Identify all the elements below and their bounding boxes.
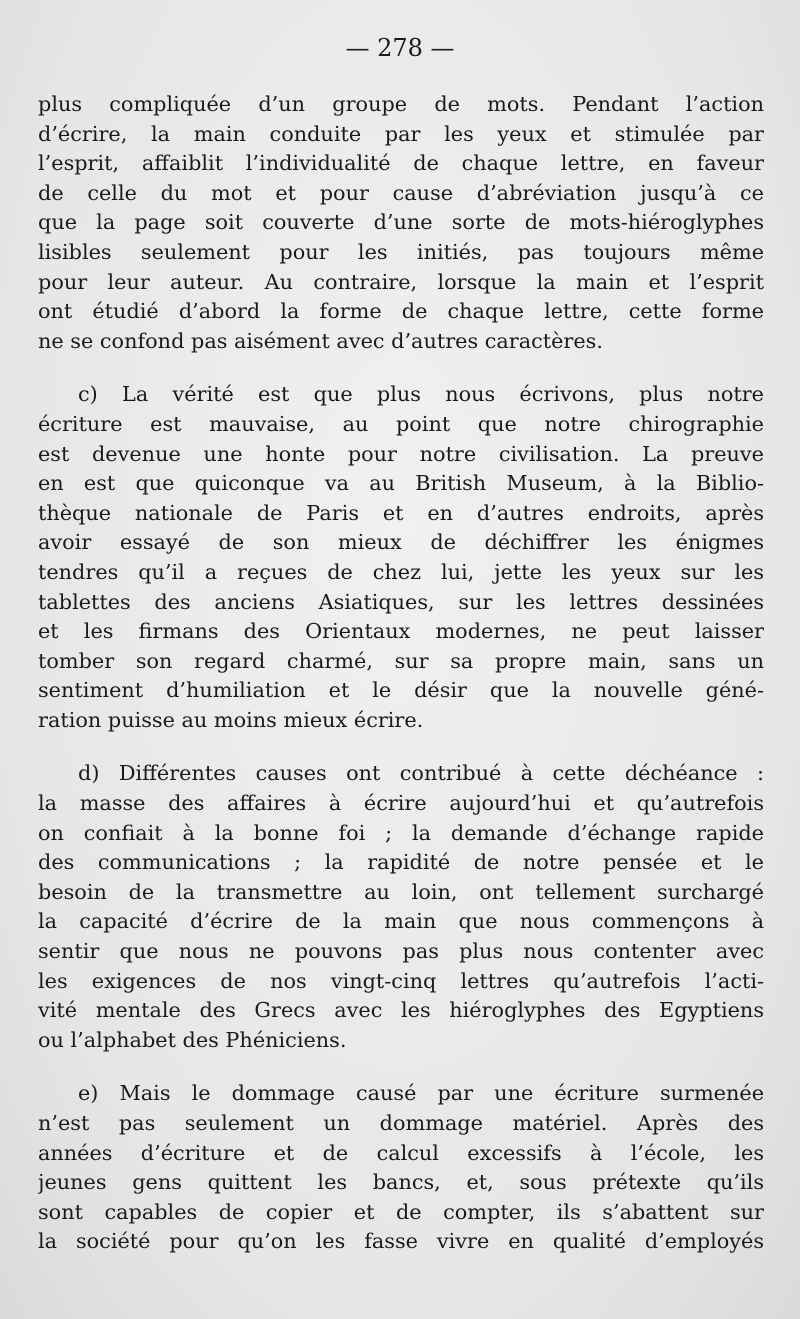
text-line: c) La vérité est que plus nous écrivons, plus notre bbox=[78, 382, 764, 407]
text-line: et les firmans des Orientaux modernes, ne peut laisser bbox=[38, 619, 764, 644]
text-line: écriture est mauvaise, au point que notre chirographie bbox=[38, 411, 764, 436]
text-line: est devenue une honte pour notre civilisation. La preuve bbox=[38, 441, 764, 466]
text-line: plus compliquée d’un groupe de mots. Pendant l’action bbox=[38, 92, 764, 116]
text-line: lisibles seulement pour les initiés, pas toujours même bbox=[38, 239, 764, 264]
text-line: n’est pas seulement un dommage matériel. Après des bbox=[38, 1111, 764, 1135]
text-line: jeunes gens quittent les bancs, et, sous prétexte qu’ils bbox=[38, 1170, 764, 1195]
text-line: tablettes des anciens Asiatiques, sur les lettres dessinées bbox=[38, 589, 764, 614]
text-line: années d’écriture et de calcul excessifs à l’école, les bbox=[38, 1140, 764, 1165]
text-line: sont capables de copier et de compter, ils s’abattent sur bbox=[38, 1199, 764, 1224]
text-line: les exigences de nos vingt-cinq lettres qu’autrefois l’acti- bbox=[38, 968, 764, 993]
text-line: tendres qu’il a reçues de chez lui, jette les yeux sur les bbox=[38, 559, 764, 584]
text-line: ration puisse au moins mieux écrire. bbox=[38, 707, 424, 732]
text-line: besoin de la transmettre au loin, ont tellement surchargé bbox=[38, 879, 764, 904]
text-line: vité mentale des Grecs avec les hiéroglyphes des Egyptiens bbox=[38, 998, 764, 1023]
text-line: thèque nationale de Paris et en d’autres endroits, après bbox=[38, 500, 764, 525]
text-line: la masse des affaires à écrire aujourd’hui et qu’autrefois bbox=[38, 791, 764, 816]
text-line: avoir essayé de son mieux de déchiffrer les énigmes bbox=[38, 530, 764, 555]
text-line: en est que quiconque va au British Museum, à la Biblio- bbox=[38, 471, 764, 496]
paragraph bbox=[38, 380, 764, 735]
text-line: on confiait à la bonne foi ; la demande d’échange rapide bbox=[38, 820, 764, 845]
text-line: ne se confond pas aisément avec d’autres caractères. bbox=[38, 328, 603, 353]
page-number: — 278 — bbox=[345, 34, 455, 62]
text-line: de celle du mot et pour cause d’abréviation jusqu’à ce bbox=[38, 180, 764, 205]
body-text bbox=[38, 90, 764, 1257]
text-line: e) Mais le dommage causé par une écriture surmenée bbox=[78, 1081, 764, 1106]
text-line: d) Différentes causes ont contribué à cette déchéance : bbox=[78, 761, 764, 786]
text-line: ou l’alphabet des Phéniciens. bbox=[38, 1027, 347, 1052]
text-line: tomber son regard charmé, sur sa propre main, sans un bbox=[38, 648, 764, 673]
text-line: l’esprit, affaiblit l’individualité de chaque lettre, en faveur bbox=[38, 151, 764, 176]
paragraph bbox=[38, 759, 764, 1055]
text-line: pour leur auteur. Au contraire, lorsque la main et l’esprit bbox=[38, 269, 764, 294]
text-line: que la page soit couverte d’une sorte de mots-hiéroglyphes bbox=[38, 210, 764, 235]
text-line: des communications ; la rapidité de notre pensée et le bbox=[38, 850, 764, 875]
paragraph bbox=[38, 1079, 764, 1257]
text-line: sentiment d’humiliation et le désir que la nouvelle géné- bbox=[38, 678, 764, 703]
text-line: la société pour qu’on les fasse vivre en qualité d’employés bbox=[38, 1229, 764, 1254]
text-line: ont étudié d’abord la forme de chaque lettre, cette forme bbox=[38, 299, 764, 324]
text-line: d’écrire, la main conduite par les yeux et stimulée par bbox=[38, 121, 764, 146]
paragraph bbox=[38, 90, 764, 356]
text-line: sentir que nous ne pouvons pas plus nous contenter avec bbox=[38, 939, 764, 964]
text-line: la capacité d’écrire de la main que nous commençons à bbox=[38, 909, 764, 934]
